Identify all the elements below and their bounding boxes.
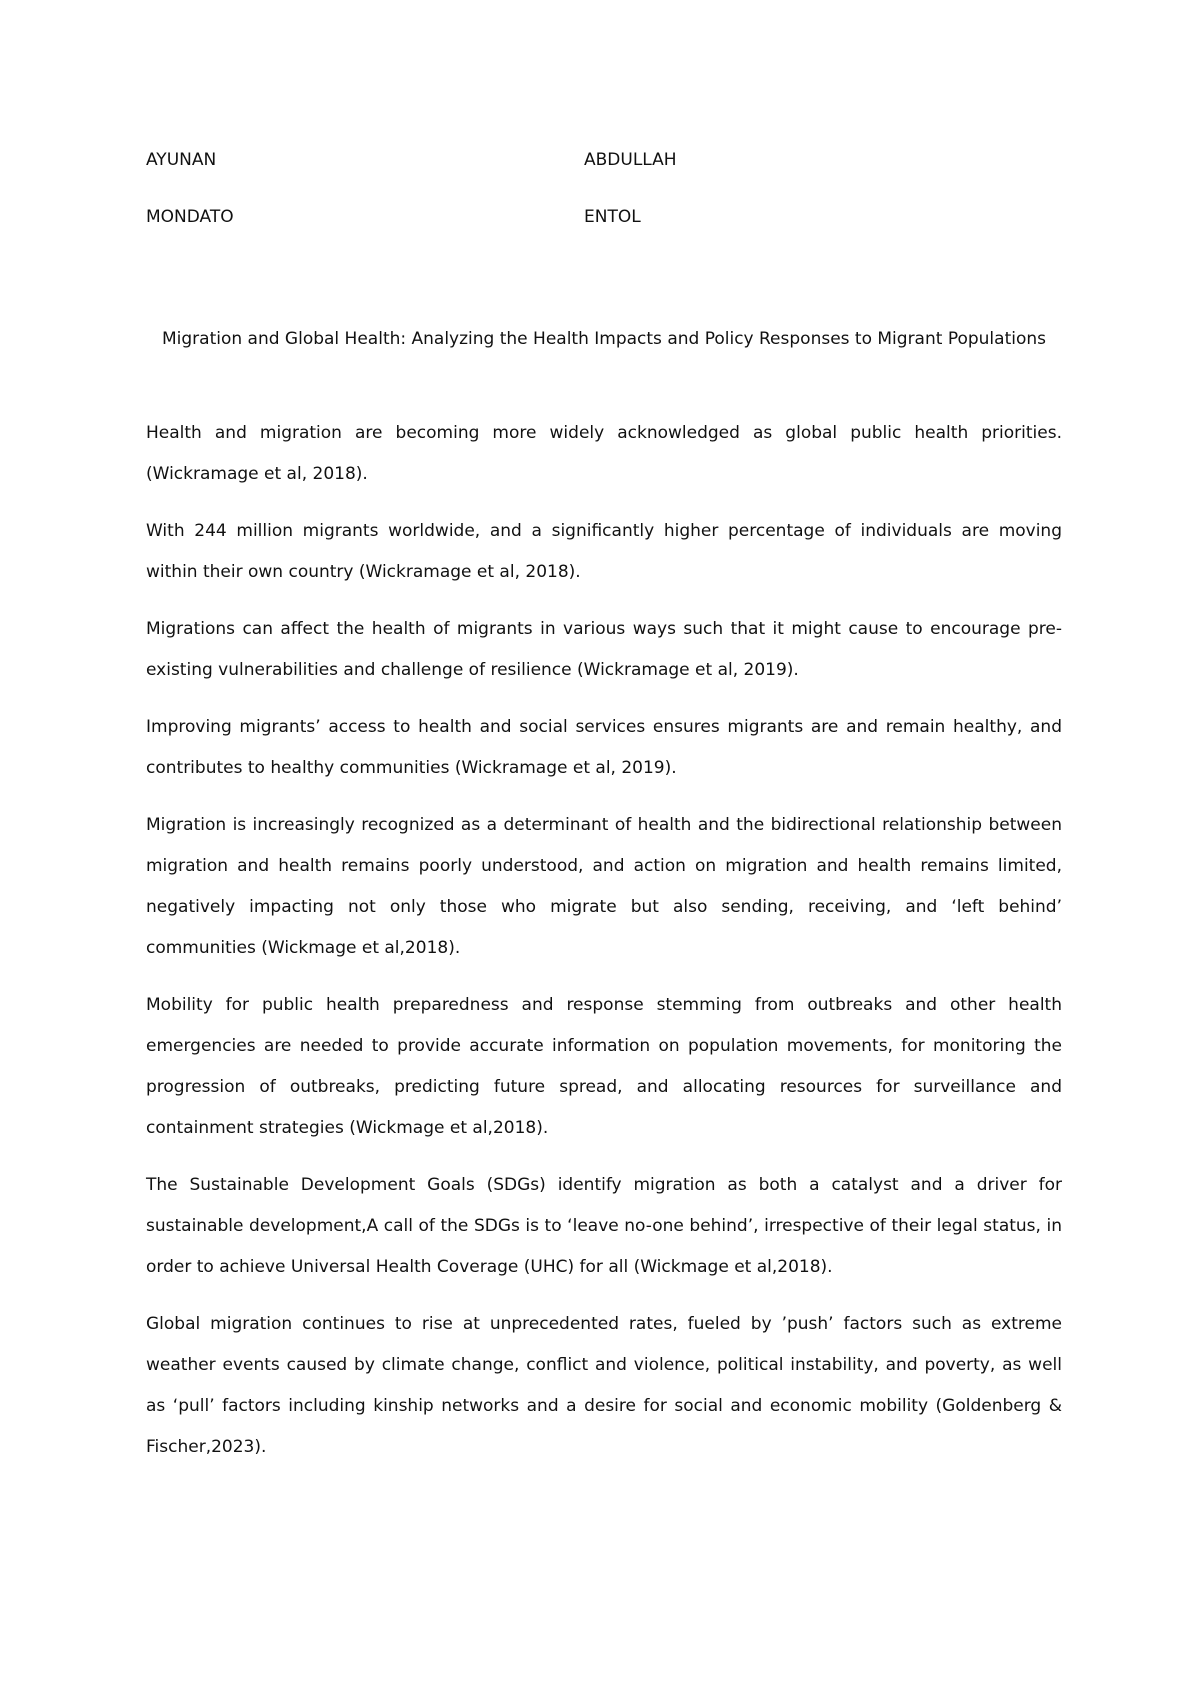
- author-name: ABDULLAH: [584, 150, 677, 170]
- author-name: AYUNAN: [146, 150, 217, 170]
- author-name: ENTOL: [584, 207, 641, 227]
- body-paragraph: Mobility for public health preparedness and response stemming from outbreaks and other health emergencies are needed to provide accurate information on population movements, for monitoring the progression of outbreaks, predicting future spread, and allocating resources for surveillance and containment strategies (Wickmage et al,2018).: [146, 995, 1062, 1138]
- author-name: MONDATO: [146, 207, 234, 227]
- body-paragraph: Migration is increasingly recognized as a determinant of health and the bidirectional relationship between migration and health remains poorly understood, and action on migration and health remains limited, negatively impacting not only those who migrate but also sending, receiving, and ‘left behind’ communities (Wickmage et al,2018).: [146, 815, 1062, 958]
- body-paragraph: The Sustainable Development Goals (SDGs) identify migration as both a catalyst and a driver for sustainable development,A call of the SDGs is to ‘leave no-one behind’, irrespective of their legal status, in order to achieve Universal Health Coverage (UHC) for all (Wickmage et al,2018).: [146, 1175, 1062, 1277]
- body-paragraph: Migrations can affect the health of migrants in various ways such that it might cause to encourage pre-existing vulnerabilities and challenge of resilience (Wickramage et al, 2019).: [146, 619, 1062, 680]
- document-title: Migration and Global Health: Analyzing the Health Impacts and Policy Responses to Migrant Populations: [161, 329, 1046, 349]
- body-paragraph: Improving migrants’ access to health and social services ensures migrants are and remain healthy, and contributes to healthy communities (Wickramage et al, 2019).: [146, 717, 1062, 778]
- author-row: [146, 207, 1066, 264]
- body-paragraph: With 244 million migrants worldwide, and a significantly higher percentage of individuals are moving within their own country (Wickramage et al, 2018).: [146, 521, 1062, 582]
- author-list: [146, 150, 1066, 264]
- body-paragraph: Health and migration are becoming more widely acknowledged as global public health priorities. (Wickramage et al, 2018).: [146, 423, 1062, 484]
- document-body: [146, 413, 1062, 1484]
- author-row: [146, 150, 1066, 207]
- body-paragraph: Global migration continues to rise at unprecedented rates, fueled by ’push’ factors such as extreme weather events caused by climate change, conflict and violence, political instability, and poverty, as well as ‘pull’ factors including kinship networks and a desire for social and economic mobility (Goldenberg & Fischer,2023).: [146, 1314, 1062, 1457]
